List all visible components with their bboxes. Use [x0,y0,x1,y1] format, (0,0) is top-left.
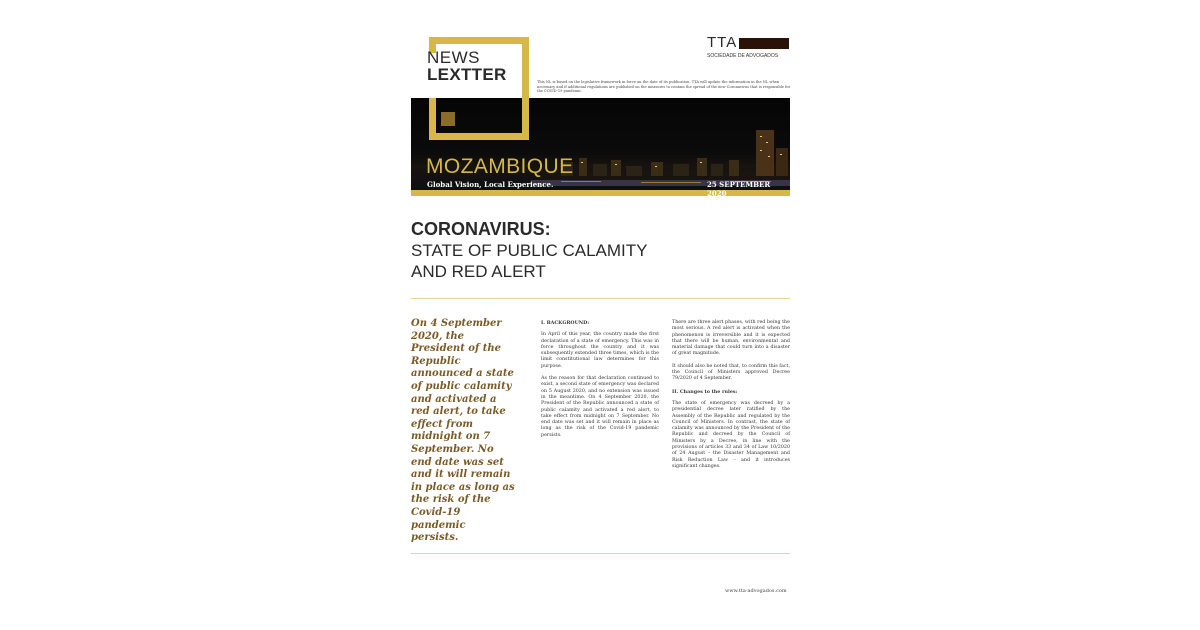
headline-line-3: AND RED ALERT [411,262,546,281]
gold-square-accent [441,112,455,126]
newsletter-page [411,32,790,608]
lextter-word: LEXTTER [427,65,507,84]
divider-bottom [411,553,790,554]
body-paragraph: In April of this year, the country made the first declaration of a state of emergency. This was in force throughout the country and it was subsequently extended three times, which is the limit constitutional law determines for this purpose. [541,332,659,369]
article-headline [411,218,790,282]
tta-logo [707,34,791,68]
body-paragraph: The state of emergency was decreed by a presidential decree later ratified by the Assembly of the Republic and regulated by the Council of Ministers. In contrast, the state of calamity was announced by the President of the Republic and decreed by the Council of Ministers by a Decree, in line with the provisions of articles 33 and 34 of Law 10/2020 of 24 August – the Disaster Management and Risk Reduction Law – and it introduces significant changes. [672,400,790,469]
body-column-1 [541,320,659,445]
news-word: NEWS [427,48,480,67]
headline-line-2: STATE OF PUBLIC CALAMITY [411,241,648,260]
body-paragraph: It should also be noted that, to confirm this fact, the Council of Ministers approved Decree 79/2020 of 4 September. [672,363,790,382]
body-paragraph: As the reason for that declaration continued to exist, a second state of emergency was declared on 5 August 2020, and no extension was issued in the meantime. On 4 September 2020, the President of the Republic announced a state of public calamity and activated a red alert, to take effect from midnight on 7 September. No end date was set and it will remain in place as long as the risk of the Covid-19 pandemic persists. [541,376,659,438]
country-title: MOZAMBIQUE [426,155,574,178]
issue-date: 25 SEPTEMBER 2020 [707,180,771,198]
section-heading-background: I. BACKGROUND: [541,320,590,326]
body-column-2 [672,320,790,476]
gold-frame-bottom [429,133,529,140]
headline-line-1: CORONAVIRUS: [411,219,551,239]
body-paragraph: There are three alert phases, with red being the most serious. A red alert is activated when the phenomenon is irreversible and it is expected that there will be human, environmental and material damage that could turn into a disaster of great magnitude. [672,320,790,357]
logo-bar [739,38,789,49]
disclaimer-text: This NL is based on the legislative framework in force on the date of its publication. TTA will update the information in the NL when necessary and if additional regulations are published on the measures to contain the spread of the new Coronavirus that is responsible for the COVID-19 pandemic. [537,80,791,94]
logo-text: TTA [707,34,738,51]
newsletter-title [427,49,507,83]
footer-website-link[interactable]: www.tta-advogados.com [725,588,787,594]
section-heading-changes: II. Changes to the rules: [672,388,738,395]
tagline: Global Vision, Local Experience. [427,180,554,189]
lead-paragraph: On 4 September 2020, the President of the Republic announced a state of public calamity and activated a red alert, to take effect from midnight on 7 September. No end date was set and it will remain in place as long as the risk of the Covid-19 pandemic persists. [411,318,515,544]
logo-subtitle: SOCIEDADE DE ADVOGADOS [707,53,779,59]
divider-top [411,298,790,299]
